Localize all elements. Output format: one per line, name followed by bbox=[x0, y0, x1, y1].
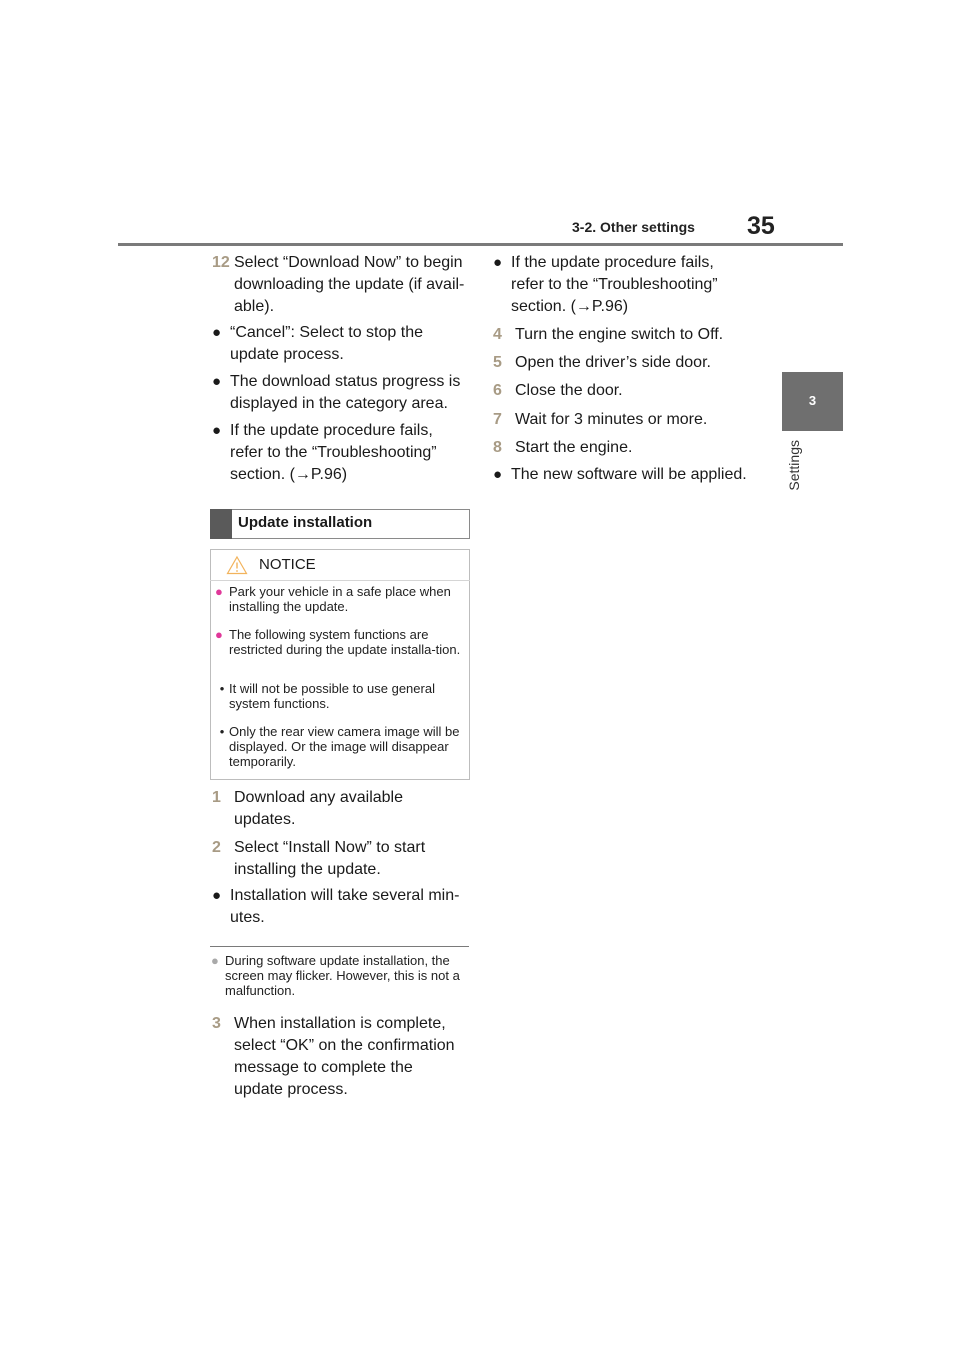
step-number: 2 bbox=[212, 839, 221, 856]
header-rule bbox=[118, 243, 843, 246]
step-4 bbox=[493, 324, 753, 346]
step-number: 6 bbox=[493, 382, 502, 399]
note-bullet-icon: ● bbox=[211, 953, 219, 968]
step-text: Select “Install Now” to start installing the update. bbox=[234, 839, 426, 878]
bullet-text: If the update procedure fails, refer to the “Troubleshooting” section. (→P.96) bbox=[230, 422, 437, 483]
notice-item-text: Park your vehicle in a safe place when installing the update. bbox=[229, 584, 451, 614]
step-text: Wait for 3 minutes or more. bbox=[515, 411, 708, 428]
section-label: 3-2. Other settings bbox=[572, 219, 695, 235]
bullet-progress bbox=[212, 371, 468, 415]
notice-subitem-text: It will not be possible to use general system functions. bbox=[229, 681, 435, 711]
step-8 bbox=[493, 437, 753, 459]
step-number: 4 bbox=[493, 326, 502, 343]
step-5 bbox=[493, 352, 753, 374]
notice-subitem bbox=[215, 681, 465, 711]
step-number: 1 bbox=[212, 789, 221, 806]
warning-triangle-icon bbox=[226, 555, 248, 575]
note-rule bbox=[210, 946, 469, 947]
step-text: Download any available updates. bbox=[234, 789, 403, 828]
step-text: Select “Download Now” to begin downloading the update (if avail-able). bbox=[234, 254, 465, 315]
bullet-installation-time bbox=[212, 885, 468, 929]
step-text: Open the driver’s side door. bbox=[515, 354, 711, 371]
bullet-applied bbox=[493, 464, 763, 486]
notice-item bbox=[215, 584, 465, 614]
bullet-icon: ● bbox=[212, 422, 222, 439]
bullet-text: If the update procedure fails, refer to the “Troubleshooting” section. (→P.96) bbox=[511, 254, 718, 315]
bullet-icon: ● bbox=[493, 254, 503, 271]
step-6 bbox=[493, 380, 753, 402]
bullet-text: The download status progress is displayed in the category area. bbox=[230, 373, 461, 412]
step-text: Start the engine. bbox=[515, 439, 633, 456]
step-7 bbox=[493, 409, 753, 431]
notice-header bbox=[210, 549, 470, 581]
bullet-icon: ● bbox=[212, 373, 222, 390]
section-title: Update installation bbox=[238, 514, 373, 531]
bullet-text: “Cancel”: Select to stop the update process. bbox=[230, 324, 423, 363]
bullet-text: Installation will take several min-utes. bbox=[230, 887, 460, 926]
notice-title: NOTICE bbox=[259, 556, 316, 573]
bullet-fails bbox=[212, 420, 468, 486]
note-text: During software update installation, the screen may flicker. However, this is not a malfunction. bbox=[225, 953, 460, 998]
sub-bullet-icon: • bbox=[219, 724, 225, 739]
bullet-text: The new software will be applied. bbox=[511, 466, 747, 483]
bullet-icon: ● bbox=[212, 887, 222, 904]
step-2 bbox=[212, 837, 462, 881]
step-text: Close the door. bbox=[515, 382, 623, 399]
notice-bullet-icon: ● bbox=[215, 627, 223, 642]
step-number: 3 bbox=[212, 1015, 221, 1032]
step-text: When installation is complete, select “OK” on the confirmation message to complete the update process. bbox=[234, 1015, 455, 1098]
step-3 bbox=[212, 1013, 462, 1101]
step-text: Turn the engine switch to Off. bbox=[515, 326, 724, 343]
step-number: 8 bbox=[493, 439, 502, 456]
notice-subitem-text: Only the rear view camera image will be displayed. Or the image will disappear temporarily. bbox=[229, 724, 460, 769]
bullet-fails-right bbox=[493, 252, 733, 318]
step-12 bbox=[212, 252, 470, 318]
page-number: 35 bbox=[747, 212, 775, 240]
notice-subitem bbox=[215, 724, 465, 769]
step-number: 5 bbox=[493, 354, 502, 371]
chapter-tab-number: 3 bbox=[808, 393, 817, 408]
step-1 bbox=[212, 787, 462, 831]
bullet-icon: ● bbox=[212, 324, 222, 341]
note-item bbox=[211, 953, 466, 998]
step-number: 7 bbox=[493, 411, 502, 428]
notice-item-text: The following system functions are restricted during the update installa-tion. bbox=[229, 627, 461, 657]
chapter-tab-label: Settings bbox=[786, 440, 802, 491]
notice-bullet-icon: ● bbox=[215, 584, 223, 599]
bullet-cancel bbox=[212, 322, 468, 366]
sub-bullet-icon: • bbox=[219, 681, 225, 696]
notice-item bbox=[215, 627, 465, 657]
section-header-marker bbox=[210, 509, 232, 539]
bullet-icon: ● bbox=[493, 466, 503, 483]
step-number: 12 bbox=[212, 254, 230, 271]
